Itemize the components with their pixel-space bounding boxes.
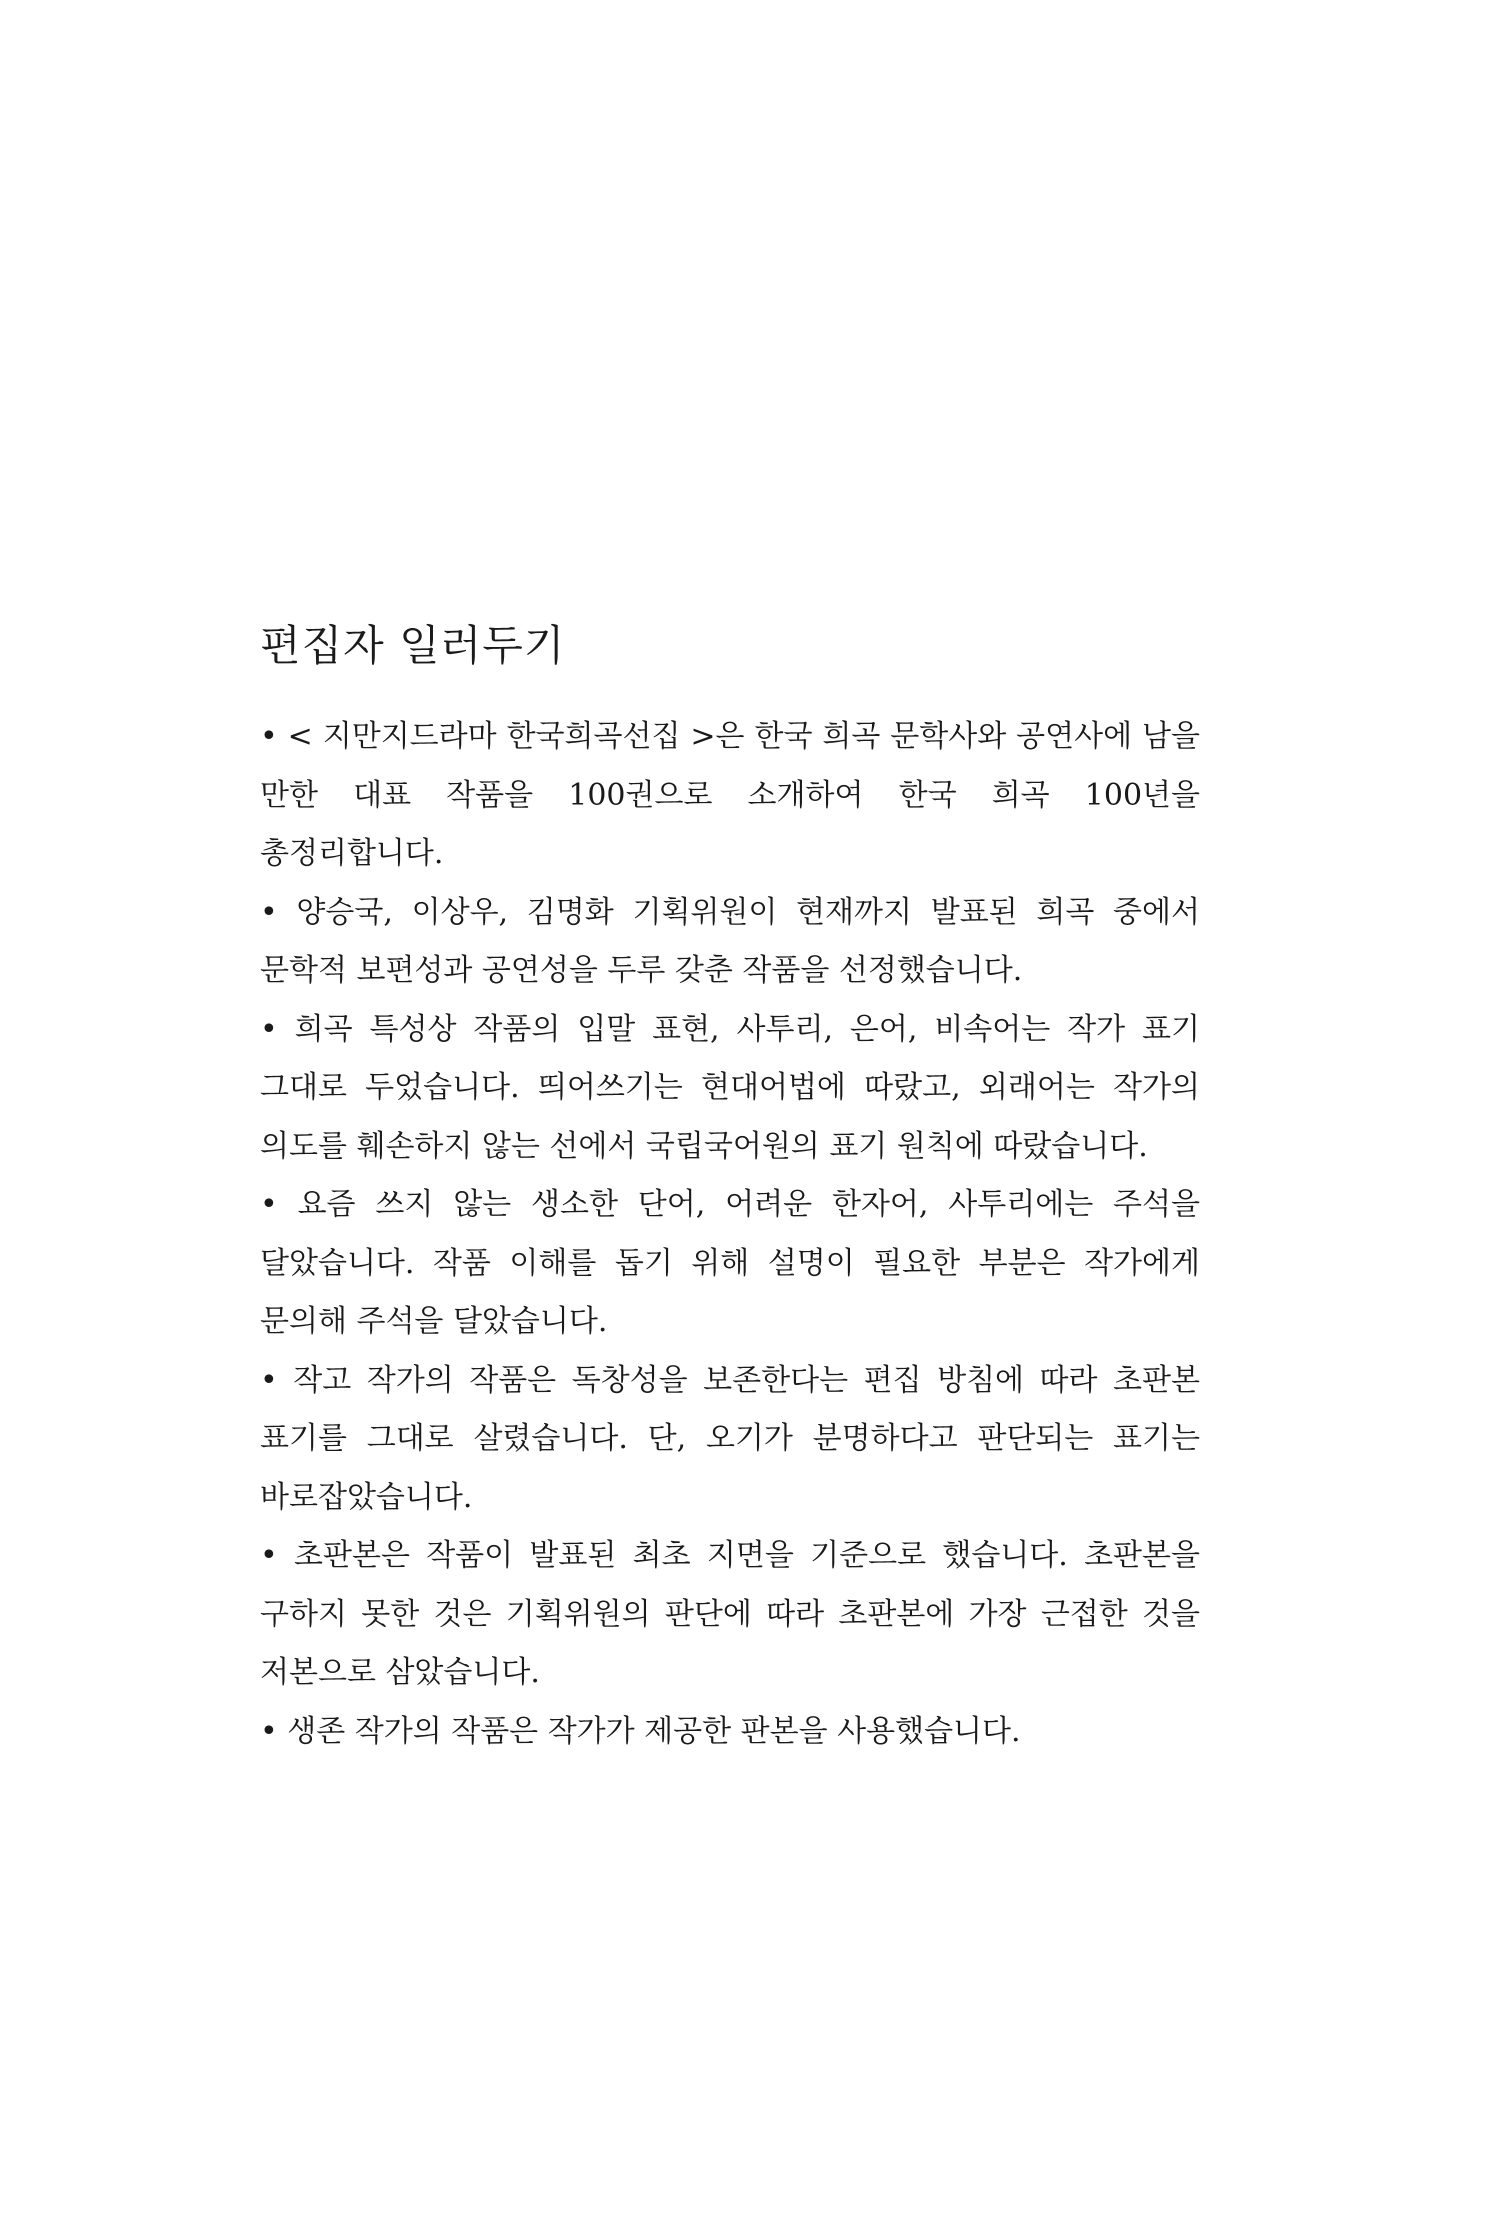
note-text: 작고 작가의 작품은 독창성을 보존한다는 편집 방침에 따라 초판본 표기를 그대로 살렸습니다. 단, 오기가 분명하다고 판단되는 표기는 바로잡았습니다. xyxy=(260,1362,1200,1515)
note-text: 생존 작가의 작품은 작가가 제공한 판본을 사용했습니다. xyxy=(287,1713,1021,1749)
page-title: 편집자 일러두기 xyxy=(260,621,566,670)
note-item xyxy=(260,1001,1200,1177)
note-item xyxy=(260,1527,1200,1703)
note-text: < 지만지드라마 한국희곡선집 >은 한국 희곡 문학사와 공연사에 남을 만한 대표 작품을 100권으로 소개하여 한국 희곡 100년을 총정리합니다. xyxy=(260,719,1200,871)
note-text: 희곡 특성상 작품의 입말 표현, 사투리, 은어, 비속어는 작가 표기 그대로 두었습니다. 띄어쓰기는 현대어법에 따랐고, 외래어는 작가의 의도를 훼손하지 않는 선에서 국립국어원의 표기 원칙에 따랐습니다. xyxy=(260,1011,1200,1164)
note-text: 요즘 쓰지 않는 생소한 단어, 어려운 한자어, 사투리에는 주석을 달았습니다. 작품 이해를 돕기 위해 설명이 필요한 부분은 작가에게 문의해 주석을 달았습니다. xyxy=(260,1187,1200,1339)
note-text: 초판본은 작품이 발표된 최초 지면을 기준으로 했습니다. 초판본을 구하지 못한 것은 기획위원의 판단에 따라 초판본에 가장 근접한 것을 저본으로 삼았습니다. xyxy=(260,1538,1200,1690)
editor-notes-list xyxy=(260,708,1200,1761)
note-item xyxy=(260,1352,1200,1528)
bullet-mark: • xyxy=(260,1538,278,1573)
note-text: 양승국, 이상우, 김명화 기획위원이 현재까지 발표된 희곡 중에서 문학적 보편성과 공연성을 두루 갖춘 작품을 선정했습니다. xyxy=(260,894,1200,988)
bullet-mark: • xyxy=(260,1713,278,1749)
bullet-mark: • xyxy=(260,1187,278,1222)
note-item xyxy=(260,1176,1200,1352)
bullet-mark: • xyxy=(260,1362,278,1398)
note-item xyxy=(260,884,1200,1001)
bullet-mark: • xyxy=(260,894,278,930)
note-item xyxy=(260,708,1200,884)
note-item xyxy=(260,1703,1200,1762)
bullet-mark: • xyxy=(260,1011,278,1047)
bullet-mark: • xyxy=(260,719,278,754)
